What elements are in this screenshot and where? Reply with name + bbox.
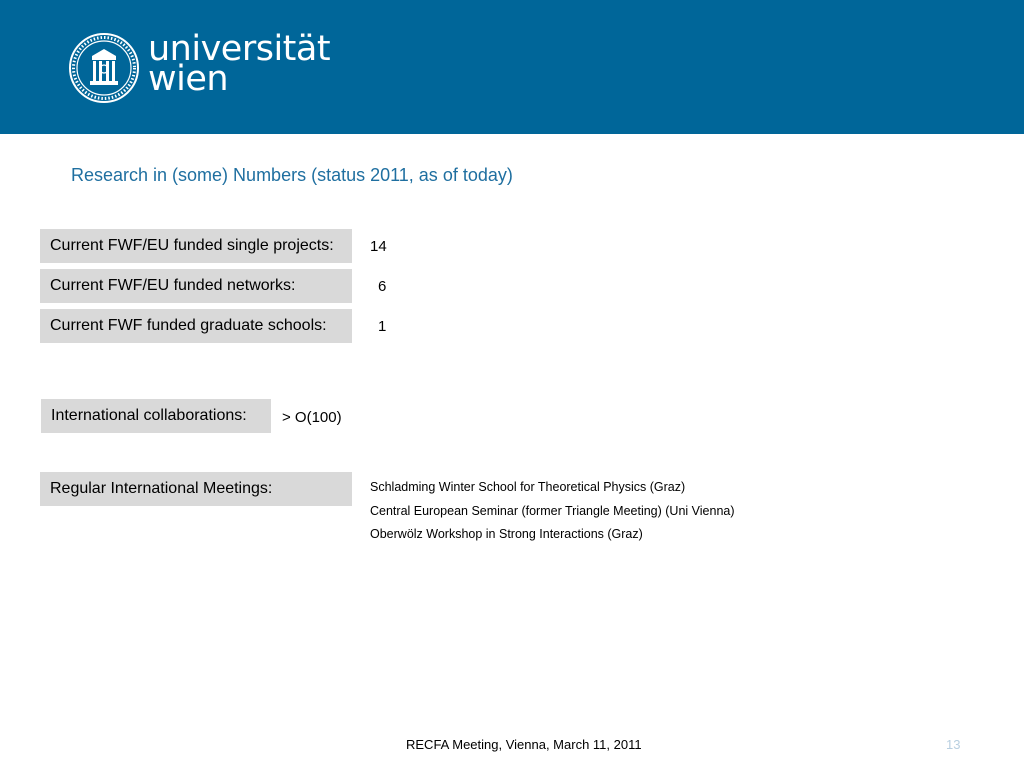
- stat-value-networks: 6: [378, 278, 387, 295]
- meeting-item: Schladming Winter School for Theoretical Physics (Graz): [370, 480, 686, 494]
- logo-line-2: wien: [148, 59, 229, 99]
- logo-line-1: universität: [148, 29, 331, 69]
- stat-value-graduate-schools: 1: [378, 318, 387, 335]
- footer-text: RECFA Meeting, Vienna, March 11, 2011: [406, 737, 642, 752]
- meeting-item: Oberwölz Workshop in Strong Interactions (Graz): [370, 527, 643, 541]
- stat-label-single-projects: Current FWF/EU funded single projects:: [40, 229, 352, 263]
- page-number: 13: [946, 737, 961, 752]
- collaborations-value: > O(100): [282, 409, 342, 426]
- logo-wordmark: [148, 29, 331, 99]
- meeting-item: Central European Seminar (former Triangle Meeting) (Uni Vienna): [370, 504, 735, 518]
- slide-header: [0, 0, 1024, 134]
- university-seal-icon: [68, 32, 140, 104]
- stat-label-networks: Current FWF/EU funded networks:: [40, 269, 352, 303]
- stat-label-graduate-schools: Current FWF funded graduate schools:: [40, 309, 352, 343]
- slide-title: Research in (some) Numbers (status 2011, as of today): [71, 165, 513, 185]
- stat-value-single-projects: 14: [370, 238, 387, 255]
- meetings-label: Regular International Meetings:: [40, 472, 352, 506]
- university-logo: [68, 29, 348, 104]
- collaborations-label: International collaborations:: [41, 399, 271, 433]
